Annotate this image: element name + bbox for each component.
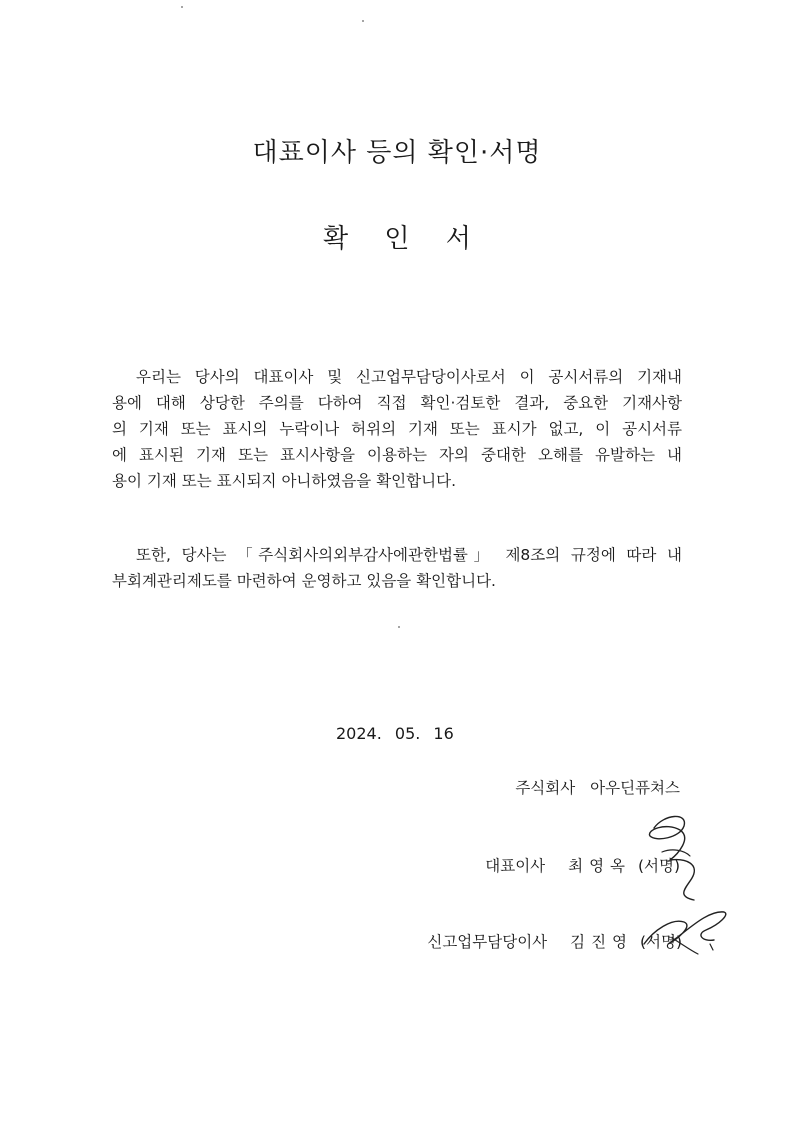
paragraph-line: 우리는 당사의 대표이사 및 신고업무담당이사로서 이 공시서류의 기재내 — [136, 368, 682, 386]
paragraph-line: 에 표시된 기재 또는 표시사항을 이용하는 자의 중대한 오해를 유발하는 내 — [112, 446, 682, 464]
signer-role: 대표이사 — [485, 857, 546, 875]
document-title: 대표이사 등의 확인·서명 — [252, 138, 542, 168]
scan-speck — [181, 6, 183, 8]
paragraph-line: 부회계관리제도를 마련하여 운영하고 있음을 확인합니다. — [112, 572, 496, 590]
paragraph-line: 의 기재 또는 표시의 누락이나 허위의 기재 또는 표시가 없고, 이 공시서류 — [112, 420, 682, 438]
document-date: 2024. 05. 16 — [336, 724, 454, 743]
signer-role: 신고업무담당이사 — [427, 933, 548, 951]
company-name: 주식회사 아우딘퓨쳐스 — [515, 779, 680, 797]
disclosure-director-signature-line — [427, 930, 682, 952]
paragraph-line: 용이 기재 또는 표시되지 아니하였음을 확인합니다. — [112, 472, 456, 490]
ceo-signature-line — [485, 854, 680, 876]
document-subtitle: 확 인 서 — [323, 224, 485, 254]
scan-speck — [362, 20, 364, 22]
paragraph-line: 또한, 당사는 「주식회사의외부감사에관한법률」 제8조의 규정에 따라 내 — [136, 546, 682, 564]
confirmation-paragraph — [112, 364, 682, 494]
signer-name: 최영옥 — [568, 857, 632, 875]
paragraph-line: 용에 대해 상당한 주의를 다하여 직접 확인·검토한 결과, 중요한 기재사항 — [112, 394, 682, 412]
scan-speck — [398, 626, 400, 628]
signer-name: 김진영 — [570, 933, 634, 951]
sign-label: (서명) — [637, 857, 680, 875]
sign-label: (서명) — [639, 933, 682, 951]
internal-control-paragraph — [112, 542, 682, 594]
